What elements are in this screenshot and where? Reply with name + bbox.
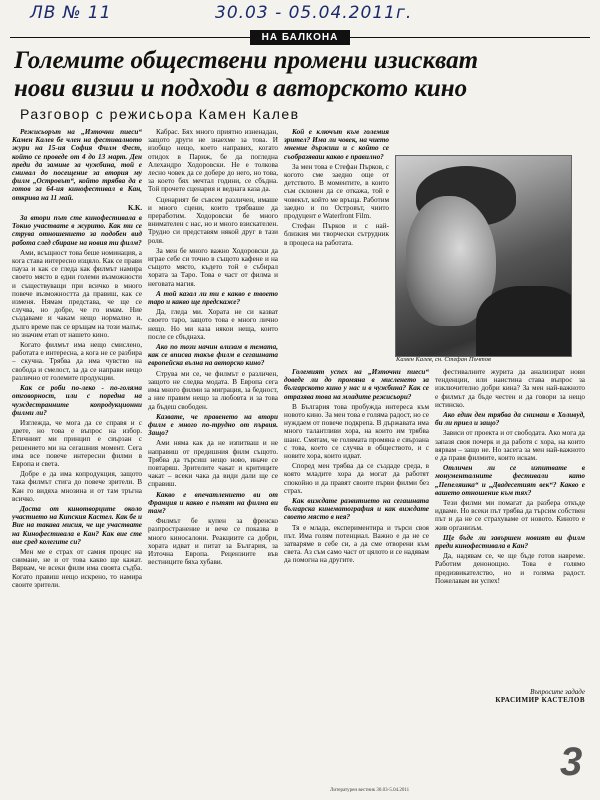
handwritten-issue: ЛВ № 11 (30, 3, 112, 23)
answer: Добре е да има копродукция, защото така филмът стига до повече зрители. В Кан го видяха мнозина и от там тръгна всичко. (12, 470, 142, 503)
question: За втори път сте кинофестивала в Токио участвате в журито. Как ти се струва отношението за подобен вид работа след сбиране на новия ти филм? (12, 214, 142, 247)
question: Доста от кинотворците около участието на Кипския Кастел. Как бе и Вие на такава мисия, че ще участвате на Кинофестивала в Кан? Как вие сте вие сред колегите си? (12, 504, 142, 546)
question: Какво е впечатлението ви от Франция и какво е пътят на филма ви там? (148, 490, 278, 515)
question: Казвате, че правенето на втори филм е много по-трудно от първия. Защо? (148, 412, 278, 438)
article-column-3-lower (284, 368, 429, 783)
article-column-3 (284, 128, 389, 363)
question: Как се роби по-леко - по-голяма отговорност, или с поредна на чуждестранните копродукционни филми ли? (12, 384, 142, 417)
question: Големият успех на „Източни пиеси“ доведе ли до промяна в мисленето за българското кино у нас и в чужбина? Как се отразява това на младите режисьори? (284, 368, 429, 401)
question: А той казал ли ти е какво е твоето таро и какво ще предскаже? (148, 289, 278, 307)
answer: Зависи от проекта и от свободата. Ако мога да запазя своя почерк и да работя с хора, на които вярвам – защо не. Но засега за мен най-важното е да правя филмите, които искам. (435, 429, 585, 463)
intro-lead: Режисьорът на „Източни пиеси“ Камен Калев бе член на фестивалното жури на 15-ия София Филм Фест, който се проведе от 4 до 13 март. Ден преди да замине за чужбина, той е снимал до посещение за втория му филм „Островът“, който трябва да е готов за 64-ия кинофестивал в Кан, открива на 11 май. (12, 128, 142, 202)
article-column-4 (435, 368, 585, 686)
portrait-photo (395, 155, 572, 357)
photo-shoulder (476, 286, 572, 357)
byline (445, 688, 585, 704)
answer: Тези филми ми помагат да разбера откъде идваме. Но всеки път трябва да търсим собствен път и да не се страхуваме от новото. Киното е жив организъм. (435, 499, 585, 532)
answer: Когато филмът има нещо смислено, работата е интересна, а кога не се разбира – скучна. Трябва да има чувство на свобода и смелост, за да се направи нещо различно от големите продукции. (12, 341, 142, 382)
photo-caption: Камен Калев, сн. Стефан Пъчтов (396, 356, 491, 363)
answer: Кабрас. Бях много приятно изненадан, защото други не знаехме за това. И изобщо нещо, което направих, когато отидох в Париж, бе да погледна Алехандро Ходоровски. Не е толкова лесно човек да се добере до него, но това, за което бях мечтал години, се сбъдна. Той прочете сценария и веднага каза да. (148, 128, 278, 194)
page-number: 3 (560, 740, 583, 784)
question: Как виждате развитието на сегашната българска кинематография и как виждате своето място в нея? (284, 497, 429, 522)
answer: Струва ми се, че филмът е различен, защото не следва модата. В Европа сега има много филми за миграция, за бедност, а ние правим нещо за любовта и за това да бъдеш свободен. (148, 369, 278, 411)
question: Кой е ключът към големия зрител? Има ли човек, на чието мнение държиш и с който се съобразяваш какво е правилно? (284, 128, 389, 161)
footer-note: Литературен вестник 30.03-5.04.2011 (330, 788, 410, 793)
question: Ще бъде ли завършен новият ви филм преди кинофестивала в Кан? (435, 533, 585, 551)
answer: Стефан Пърков и с най-близкия ми творчески сътрудник в процеса на работата. (284, 222, 389, 247)
article-column-2 (148, 128, 278, 783)
answer: За мен бе много важно Ходоровски да играе себе си точно в същото кафене и на същото място, където той е събирал хората за Таро. Това е част от филма и неговата магия. (148, 246, 278, 288)
handwritten-dates: 30.03 - 05.04.2011г. (215, 3, 413, 23)
answer: Филмът бе купен за френско разпространение и вече се показва в много киносалони. Реакциите са добри, хората идват и питат за България, за Източна Европа. Рецензиите във вестниците бяха хубави. (148, 517, 278, 567)
section-label: НА БАЛКОНА (250, 30, 350, 45)
subtitle: Разговор с режисьора Камен Калев (20, 106, 300, 122)
question: Ако по този начин влизам в темата, как се вписва такъв филм в сегашната европейска вълна на авторско кино? (148, 343, 278, 368)
question: Отличен ли се изпитвате в монументалните фестивали като „Пепеляшка“ и „Двадесетият век“? Какво е вашето отношение към тях? (435, 464, 585, 497)
answer: Според мен трябва да се създаде среда, в която младите хора да могат да работят спокойно и да правят своите първи филми без страх. (284, 462, 429, 495)
byline-name: КРАСИМИР КАСТЕЛОВ (495, 696, 585, 704)
answer: Ами няма как да не изпитваш и не направиш от предишния филм същото. Трябва да търсиш нещо ново, иначе се повтаряш. Зрителите чакат и критиците чакат – всеки чака да види дали ще се справиш. (148, 439, 278, 489)
answer: Да, надявам се, че ще бъде готов навреме. Работим денонощно. Това е голямо предизвикателство, но и голяма радост. Пожелавам ви успех! (435, 552, 585, 585)
answer: Сценарият бе съвсем различен, имаше и много сцени, които трябваше да преработим. Ходоровски бе много внимателен с нас, но и много взискателен. Трудно си представям някой друг в тази роля. (148, 195, 278, 245)
answer: За мен това е Стефан Пърков, с когото сме заедно още от детството. В моментите, в които съм склонен да се откажа, той е човекът, който ме връща. Работим заедно и по Островът, чиито продуцент е Waterfront Film. (284, 162, 389, 221)
headline-line-2: нови визии и подходи в авторското кино (14, 75, 468, 102)
answer: Ами, всъщност това беше номинация, а кога става интересно изцяло. Как се прави пауза и как се гледа как филмът намира своето място в едни големи възможности и съществуващи при всичко в много повече възможността да правиш, как се изменя. Нямам представа, че ще се случва, но добре, че го имам. Ние създаваме и чакам нещо нормално и, дълго време пак се връщам на този малък, но значим етап от нашето кино. (12, 248, 142, 339)
question: Ако един ден трябва да снимаш в Холивуд, би ли приел и защо? (435, 411, 585, 428)
headline-line-1: Големите обществени промени изискват (14, 47, 479, 74)
answer: фестивалните журита да анализират нови тенденции, или наистина става въпрос за изключително добри кина? За мен най-важното е филмът да бъде честен и да говори за нещо истинско. (435, 368, 585, 409)
answer: Тя е млада, експериментира и търси своя път. Има голям потенциал. Важно е да не се затваряме в себе си, а да сме отворени към света. Аз съм само част от цялото и се надявам да помогна на другите. (284, 523, 429, 565)
byline-label: Въпросите зададе (530, 688, 585, 696)
answer: Да, гледа ми. Хората не си казват своето таро, защото това е много лично нещо. Но ми каза някои неща, които после се сбъднаха. (148, 308, 278, 341)
answer: Изглежда, че мога да се справя и с двете, но това е въпрос на избор. Етичният ми принцип е свързан с решението ми на сегашния момент. Сега има все повече интересни филми в Европа и света. (12, 418, 142, 468)
intro-initials: К.К. (127, 203, 142, 212)
article-column-1 (12, 128, 142, 783)
answer: Мен ме е страх от самия процес на снимане, не и от това какво ще кажат. Вярвам, че всеки филм има своята съдба. Когато правиш нещо искрено, то намира своите зрители. (12, 547, 142, 589)
answer: В България това пробужда интереса към новото кино. За мен това е голяма радост, но се нуждаем от повече подкрепа. В държавата има много талантливи хора, на които им трябва шанс. Смятам, че голямата промяна е свързана с това, което се случва в обществото, и с новите хора, които идват. (284, 402, 429, 461)
headline (14, 47, 589, 103)
